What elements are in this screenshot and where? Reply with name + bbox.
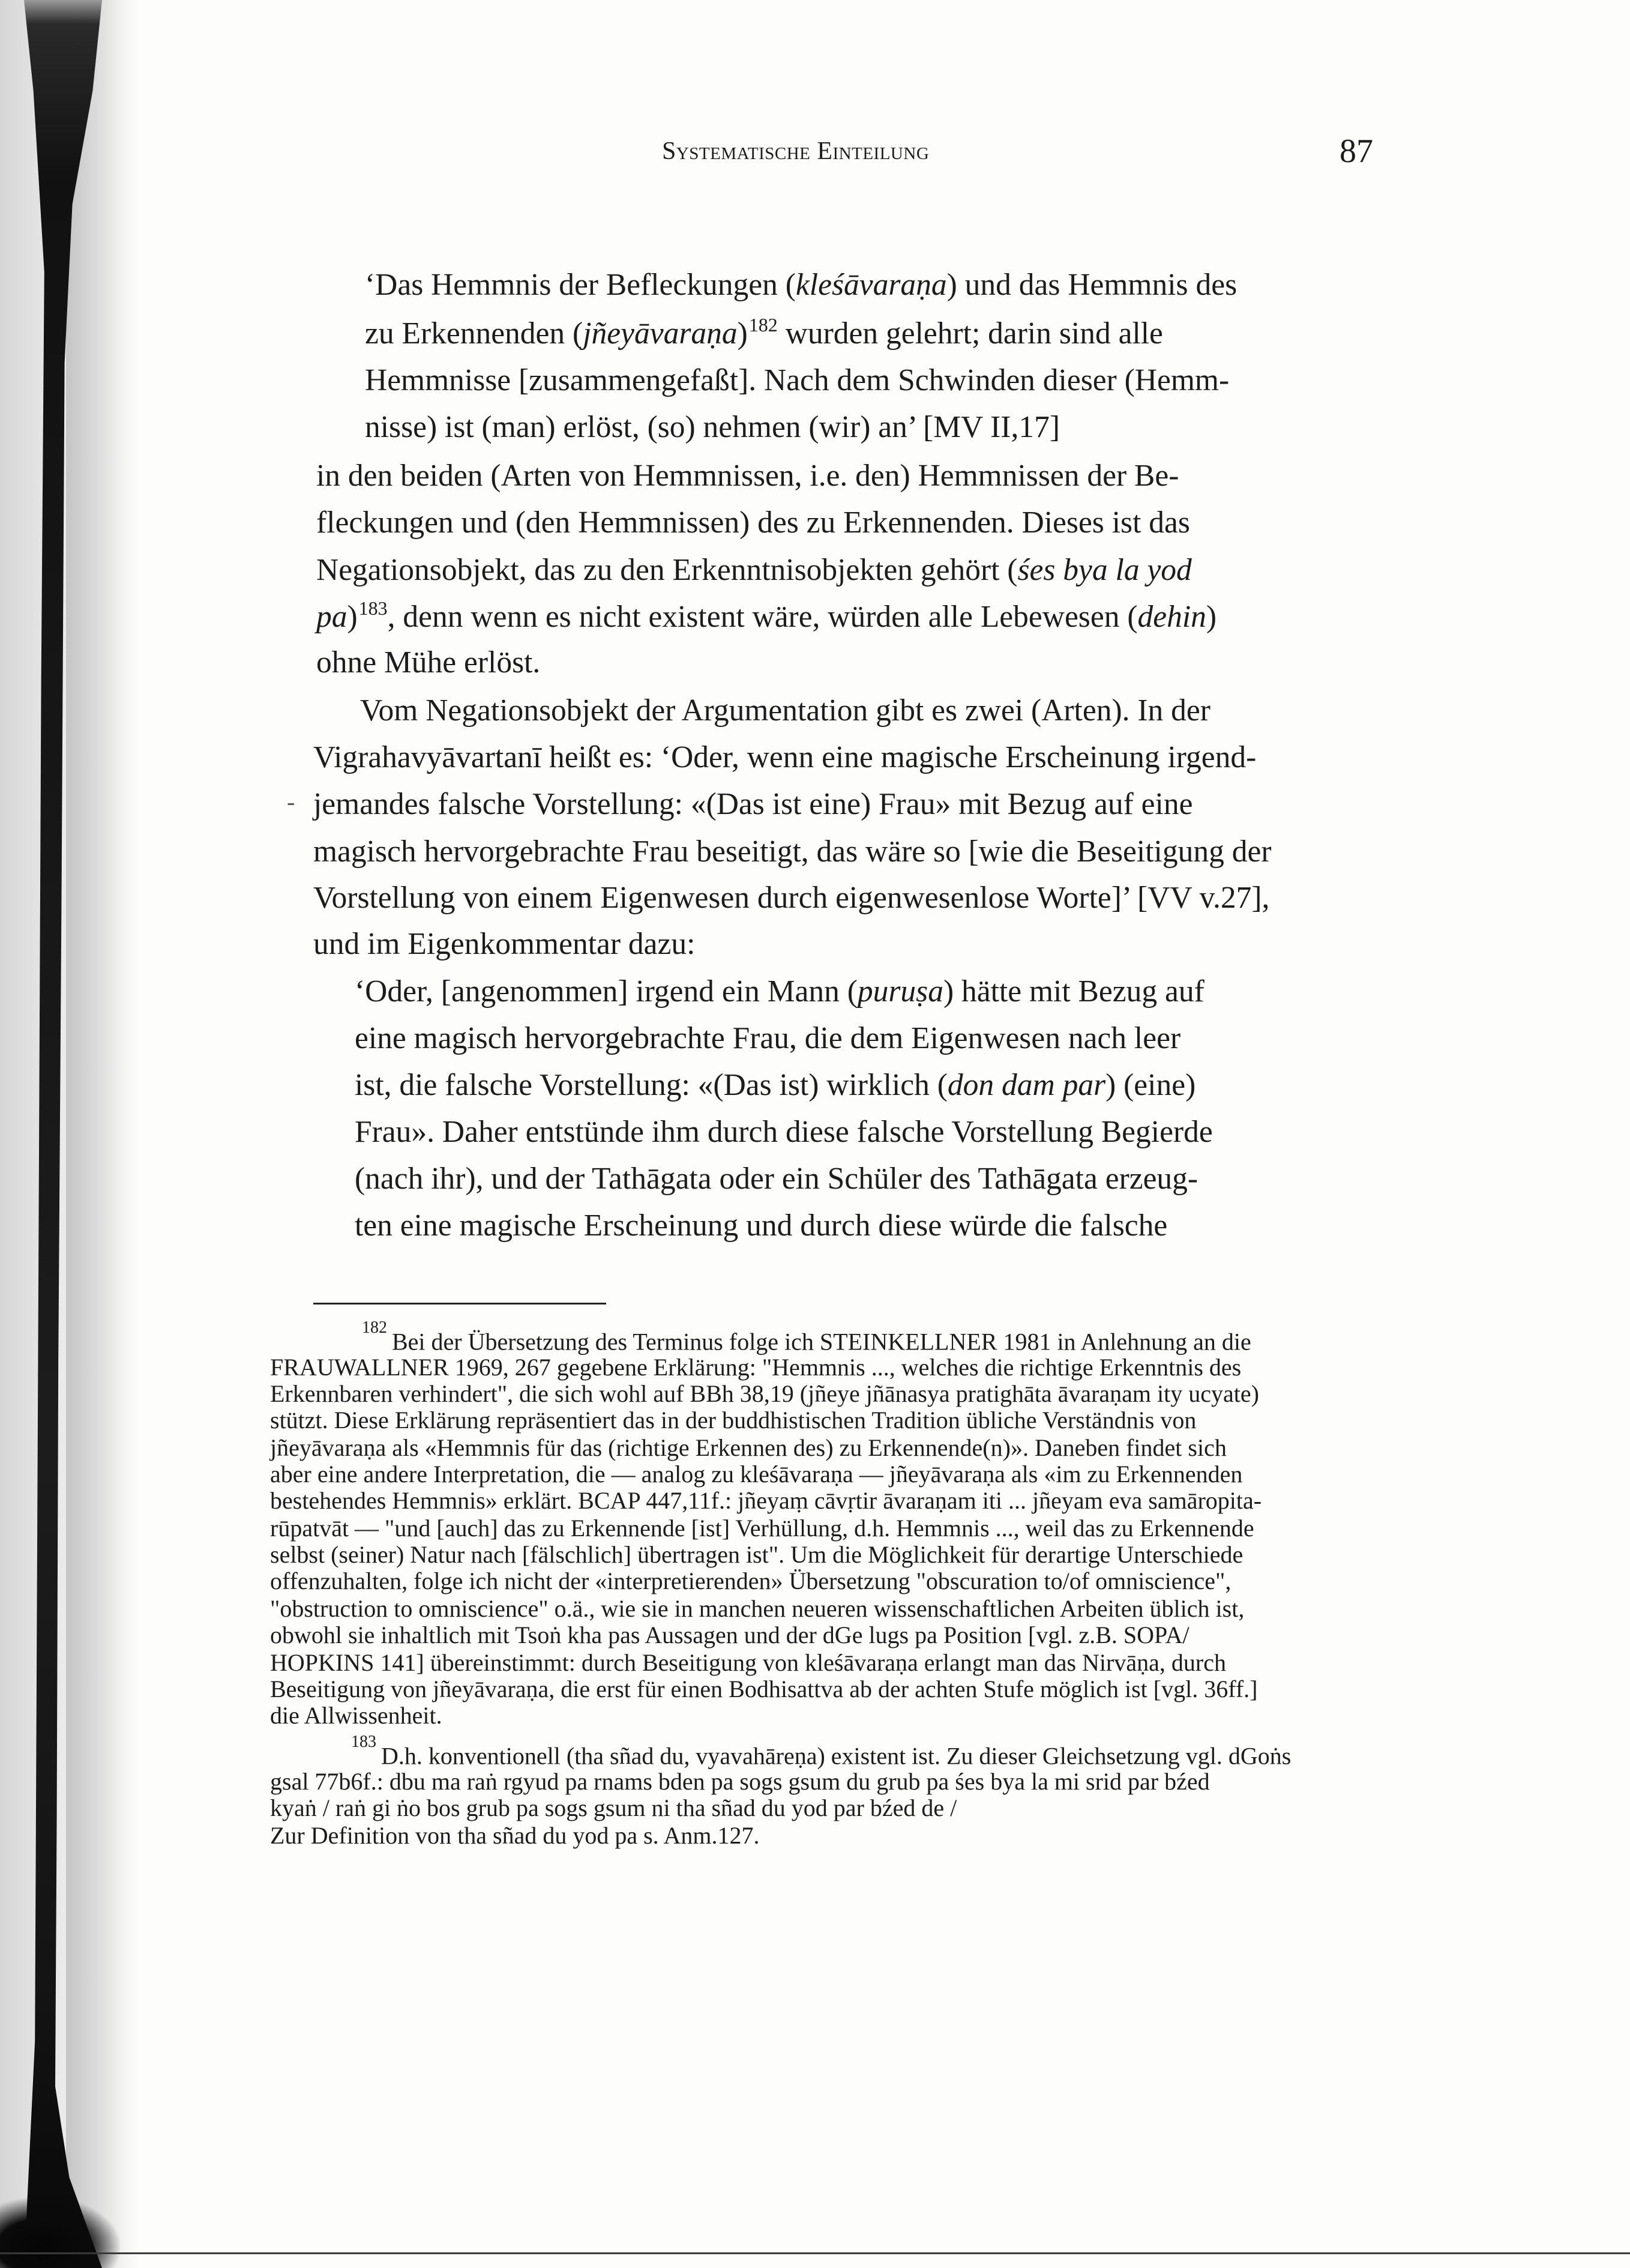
footnote-separator [313,1303,606,1304]
spine-haze [66,0,138,2268]
footnote-182-line-11: "obstruction to omniscience" o.ä., wie sie in manchen neueren wissenschaftlichen Arbeiten üblich ist, [270,1595,1245,1622]
para1-line-3: Negationsobjekt, das zu den Erkenntnisobjekten gehört (śes bya la yod [316,553,1192,587]
quote2-line-5: (nach ihr), und der Tathāgata oder ein Schüler des Tathāgata erzeug- [355,1162,1198,1196]
footnote-182-line-3: Erkennbaren verhindert", die sich wohl auf BBh 38,19 (jñeye jñānasya pratighāta āvaraṇam ity ucyate) [270,1380,1259,1407]
para2-line-1: Vom Negationsobjekt der Argumentation gibt es zwei (Arten). In der [360,693,1210,728]
footnote-182-line-9: selbst (seiner) Natur nach [fälschlich] übertragen ist". Um die Möglichkeit für derartige Unterschiede [270,1541,1244,1568]
para2-line-5: Vorstellung von einem Eigenwesen durch eigenwesenlose Worte]’ [VV v.27], [313,881,1270,915]
footnote-182-line-6: aber eine andere Interpretation, die — analog zu kleśāvaraṇa — jñeyāvaraṇa als «im zu Erkennenden [270,1461,1243,1488]
quote2-line-1: ‘Oder, [angenommen] irgend ein Mann (puruṣa) hätte mit Bezug auf [355,974,1204,1009]
footnote-number-183: 183 [351,1733,376,1751]
running-head: Systematische Einteilung [662,137,930,165]
footnote-182-line-2: FRAUWALLNER 1969, 267 gegebene Erklärung: "Hemmnis ..., welches die richtige Erkenntnis des [270,1354,1242,1381]
para1-line-5: ohne Mühe erlöst. [316,645,541,680]
footnote-183-line-1: $^{183}$D.h. konventionell (tha sñad du, vyavahāreṇa) existent ist. Zu dieser Gleichsetzung vgl. dGoṅs [351,1733,1292,1770]
para2-line-6: und im Eigenkommentar dazu: [313,927,696,961]
quote2-line-2: eine magisch hervorgebrachte Frau, die dem Eigenwesen nach leer [355,1021,1181,1055]
para2-line-2: Vigrahavyāvartanī heißt es: ‘Oder, wenn eine magische Erscheinung irgend- [313,740,1257,774]
scan-bottom-edge [0,2252,1630,2254]
footnote-183-line-4: Zur Definition von tha sñad du yod pa s. Anm.127. [270,1822,760,1849]
footnote-182-line-15: die Allwissenheit. [270,1702,442,1729]
quote1-line-2: zu Erkennenden (jñeyāvaraṇa)$^{182}$ wurden gelehrt; darin sind alle [365,314,1163,351]
spine-corner-shadow [0,2197,120,2268]
footnote-182-line-1: $^{182}$Bei der Übersetzung des Terminus folge ich STEINKELLNER 1981 in Anlehnung an die [362,1318,1251,1356]
para2-line-4: magisch hervorgebrachte Frau beseitigt, das wäre so [wie die Beseitigung der [313,834,1272,869]
para1-line-1: in den beiden (Arten von Hemmnissen, i.e. den) Hemmnissen der Be- [316,459,1179,493]
footnote-182-line-7: bestehendes Hemmnis» erklärt. BCAP 447,11f.: jñeyaṃ cāvṛtir āvaraṇam iti ... jñeyam eva samāropita- [270,1487,1262,1514]
quote1-line-3: Hemmnisse [zusammengefaßt]. Nach dem Schwinden dieser (Hemm- [365,363,1230,397]
footnote-183-line-2: gsal 77b6f.: dbu ma raṅ rgyud pa rnams bden pa sogs gsum du grub pa śes bya la mi srid par bźed [270,1768,1210,1795]
footnote-182-line-10: offenzuhalten, folge ich nicht der «interpretierenden» Übersetzung "obscuration to/of omniscience", [270,1567,1232,1594]
quote1-line-1: ‘Das Hemmnis der Befleckungen (kleśāvaraṇa) und das Hemmnis des [365,268,1238,302]
footnote-183-line-3: kyaṅ / raṅ gi ṅo bos grub pa sogs gsum ni tha sñad du yod par bźed de / [270,1794,957,1821]
page-number: 87 [1340,133,1373,170]
footnote-182-line-4: stützt. Diese Erklärung repräsentiert das in der buddhistischen Tradition übliche Verständnis von [270,1407,1197,1434]
para1-line-4: pa)$^{183}$, denn wenn es nicht existent wäre, würden alle Lebewesen (dehin) [316,597,1217,634]
margin-mark: - [287,788,295,815]
footnote-182-line-14: Beseitigung von jñeyāvaraṇa, die erst für einen Bodhisattva ab der achten Stufe möglich ist [vgl. 36ff.] [270,1675,1258,1703]
footnote-182-line-8: rūpatvāt — "und [auch] das zu Erkennende [ist] Verhüllung, d.h. Hemmnis ..., weil das zu Erkennende [270,1515,1254,1542]
quote2-line-4: Frau». Daher entstünde ihm durch diese falsche Vorstellung Begierde [355,1115,1213,1149]
footnote-ref-182: 182 [748,314,778,336]
para2-line-3: jemandes falsche Vorstellung: «(Das ist eine) Frau» mit Bezug auf eine [313,787,1193,821]
para1-line-2: fleckungen und (den Hemmnissen) des zu Erkennenden. Dieses ist das [316,505,1190,540]
footnote-ref-183: 183 [358,597,388,619]
quote2-line-3: ist, die falsche Vorstellung: «(Das ist) wirklich (don dam par) (eine) [355,1068,1196,1102]
footnote-182-line-5: jñeyāvaraṇa als «Hemmnis für das (richtige Erkennen des) zu Erkennende(n)». Daneben findet sich [270,1434,1227,1461]
footnote-182-line-13: HOPKINS 141] übereinstimmt: durch Beseitigung von kleśāvaraṇa erlangt man das Nirvāṇa, durch [270,1649,1226,1676]
footnote-number-182: 182 [362,1318,387,1337]
footnote-182-line-12: obwohl sie inhaltlich mit Tsoṅ kha pas Aussagen und der dGe lugs pa Position [vgl. z.B. SOPA/ [270,1621,1189,1648]
quote2-line-6: ten eine magische Erscheinung und durch diese würde die falsche [355,1208,1168,1243]
quote1-line-4: nisse) ist (man) erlöst, (so) nehmen (wir) an’ [MV II,17] [365,410,1060,444]
